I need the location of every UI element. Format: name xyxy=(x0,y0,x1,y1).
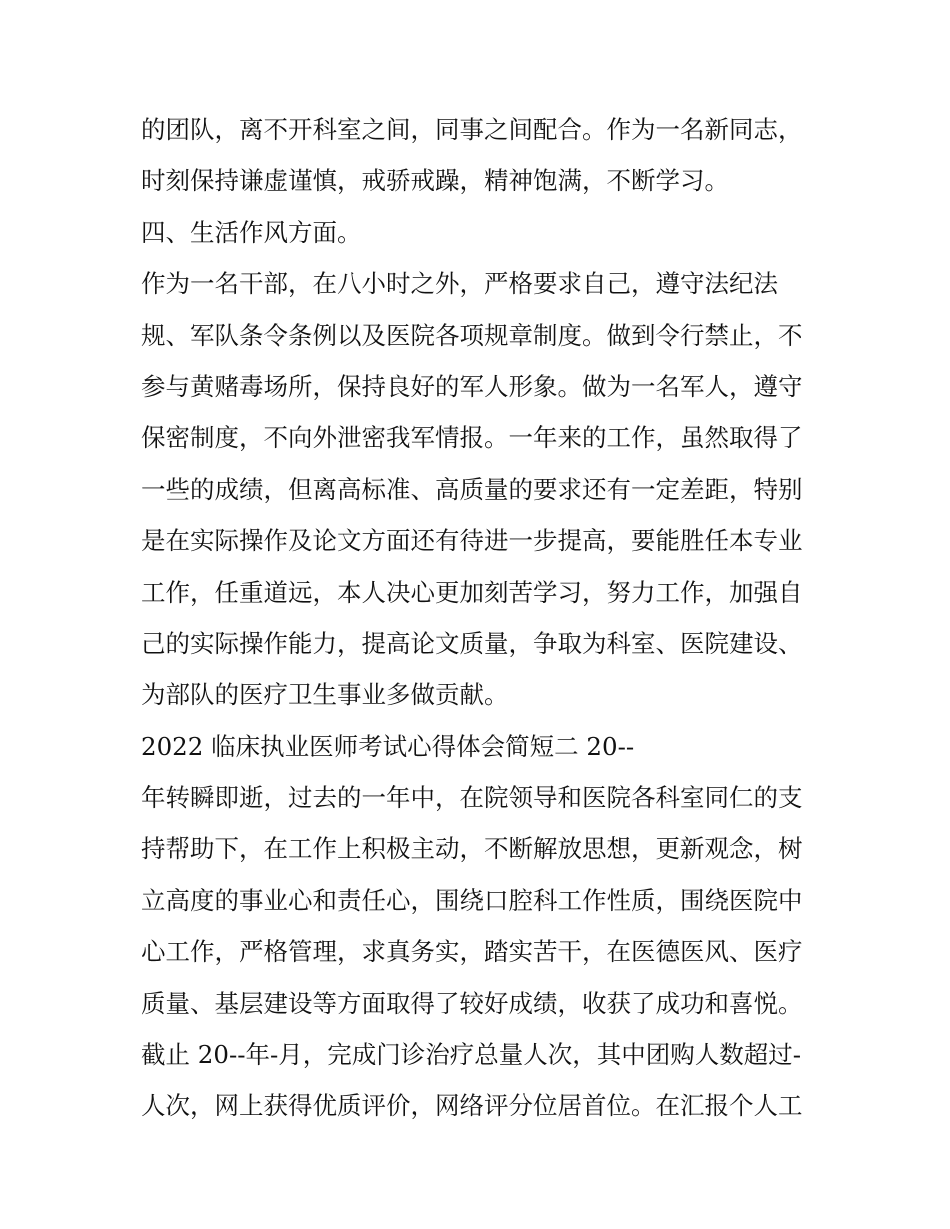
text-line: 参与黄赌毒场所，保持良好的军人形象。做为一名军人，遵守 xyxy=(141,371,803,401)
text-line: 作为一名干部，在八小时之外，严格要求自己，遵守法纪法 xyxy=(141,269,778,299)
text-line: 为部队的医疗卫生事业多做贡献。 xyxy=(141,680,509,710)
document-body xyxy=(141,104,821,1132)
text-line: 工作，任重道远，本人决心更加刻苦学习，努力工作，加强自 xyxy=(141,577,803,607)
text-line: 截止 20--年-月，完成门诊治疗总量人次，其中团购人数超过- xyxy=(141,1040,802,1070)
text-line: 立高度的事业心和责任心，围绕口腔科工作性质，围绕医院中 xyxy=(141,885,803,915)
section-heading: 四、生活作风方面。 xyxy=(141,217,362,247)
text-line: 质量、基层建设等方面取得了较好成绩，收获了成功和喜悦。 xyxy=(141,988,803,1018)
text-line: 心工作，严格管理，求真务实，踏实苦干，在医德医风、医疗 xyxy=(141,937,803,967)
article-title: 2022 临床执业医师考试心得体会简短二 20-- xyxy=(141,731,635,761)
text-line: 人次，网上获得优质评价，网络评分位居首位。在汇报个人工 xyxy=(141,1091,803,1121)
text-line: 规、军队条令条例以及医院各项规章制度。做到令行禁止，不 xyxy=(141,320,803,350)
text-line: 一些的成绩，但离高标准、高质量的要求还有一定差距，特别 xyxy=(141,474,803,504)
text-line: 己的实际操作能力，提高论文质量，争取为科室、医院建设、 xyxy=(141,628,803,658)
text-line: 时刻保持谦虚谨慎，戒骄戒躁，精神饱满，不断学习。 xyxy=(141,166,729,196)
text-line: 保密制度，不向外泄密我军情报。一年来的工作，虽然取得了 xyxy=(141,423,803,453)
text-line: 年转瞬即逝，过去的一年中，在院领导和医院各科室同仁的支 xyxy=(141,783,803,813)
text-line: 的团队，离不开科室之间，同事之间配合。作为一名新同志， xyxy=(141,115,803,144)
text-line: 是在实际操作及论文方面还有待进一步提高，要能胜任本专业 xyxy=(141,526,803,556)
text-line: 持帮助下，在工作上积极主动，不断解放思想，更新观念，树 xyxy=(141,834,803,864)
